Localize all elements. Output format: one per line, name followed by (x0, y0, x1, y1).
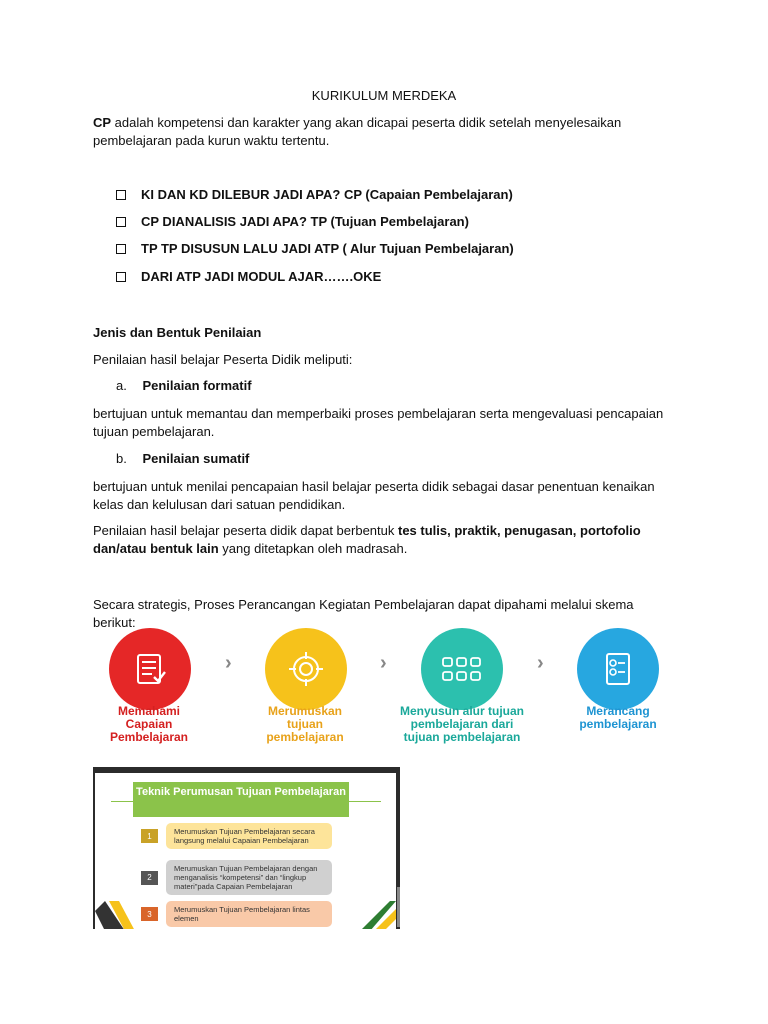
step-1-label: Memahami Capaian Pembelajaran (109, 704, 189, 744)
step-3-circle (421, 628, 503, 710)
checkbox-bullet-icon (116, 217, 126, 227)
slide-row-3 (141, 901, 332, 927)
step-2-circle (265, 628, 347, 710)
checkbox-bullet-icon (116, 272, 126, 282)
row-text: Merumuskan Tujuan Pembelajaran lintas elemen (166, 901, 332, 927)
bullet-item-1 (116, 187, 513, 202)
step-2-label: Merumuskan tujuan pembelajaran (266, 704, 344, 744)
slide-title-text: Teknik Perumusan Tujuan Pembelajaran (136, 786, 346, 798)
bullet-item-4 (116, 269, 381, 284)
section-heading: Jenis dan Bentuk Penilaian (93, 325, 262, 340)
step-4-label: Merancang pembelajaran (579, 704, 657, 731)
checkbox-bullet-icon (116, 244, 126, 254)
corner-stripes-decoration (95, 901, 135, 929)
cp-definition-text: adalah kompetensi dan karakter yang akan dicapai peserta didik setelah menyelesaikan pembelajaran pada kurun waktu tertentu. (93, 115, 622, 148)
item-b-description: bertujuan untuk menilai pencapaian hasil belajar peserta didik sebagai dasar penentuan kenaikan kelas dan kelulusan dari satuan pendidikan. (93, 479, 655, 512)
list-marker: b. (116, 451, 127, 466)
step-1-circle (109, 628, 191, 710)
list-item-b (116, 451, 249, 466)
bullet-item-3 (116, 241, 514, 256)
forms-bold-text: tes tulis, praktik, penugasan, portofolio dan/atau bentuk lain (93, 523, 641, 556)
flow-blocks-icon (440, 654, 484, 684)
checklist-document-icon (130, 649, 170, 689)
item-a-description: bertujuan untuk memantau dan memperbaiki proses pembelajaran serta mengevaluasi pencapaian tujuan pembelajaran. (93, 406, 664, 439)
slide-edge (397, 887, 400, 927)
corner-stripes-decoration (350, 893, 396, 929)
chevron-right-icon: › (380, 652, 387, 674)
row-text: Merumuskan Tujuan Pembelajaran secara langsung melalui Capaian Pembelajaran (166, 823, 332, 849)
checkbox-bullet-icon (116, 190, 126, 200)
slide-row-1 (141, 823, 332, 849)
step-3-label: Menyusun alur tujuan pembelajaran dari tujuan pembelajaran (399, 704, 524, 744)
target-icon (286, 649, 326, 689)
list-item-a (116, 378, 252, 393)
forms-post-text: yang ditetapkan oleh madrasah. (218, 541, 408, 556)
intro-text: Penilaian hasil belajar Peserta Didik meliputi: (93, 352, 353, 367)
list-marker: a. (116, 378, 127, 393)
bullet-text: KI DAN KD DILEBUR JADI APA? CP (Capaian Pembelajaran) (141, 187, 513, 202)
chevron-right-icon: › (537, 652, 544, 674)
slide-canvas (95, 773, 396, 929)
item-b-label: Penilaian sumatif (142, 451, 250, 466)
chevron-right-icon: › (225, 652, 232, 674)
row-number-badge: 3 (141, 907, 158, 921)
slide-image (93, 767, 400, 929)
bullet-text: CP DIANALISIS JADI APA? TP (Tujuan Pembelajaran) (141, 214, 469, 229)
forms-pre-text: Penilaian hasil belajar peserta didik dapat berbentuk (93, 523, 398, 538)
slide-row-2 (141, 860, 332, 895)
slide-title (133, 782, 349, 817)
cp-term: CP (93, 115, 112, 130)
quiz-document-icon (598, 649, 638, 689)
item-a-label: Penilaian formatif (142, 378, 252, 393)
bullet-text: TP TP DISUSUN LALU JADI ATP ( Alur Tujuan Pembelajaran) (141, 241, 514, 256)
cp-definition (93, 114, 673, 150)
row-text: Merumuskan Tujuan Pembelajaran dengan menganalisis “kompetensi” dan “lingkup materi”pada Capaian Pembelajaran (166, 860, 332, 895)
bullet-text: DARI ATP JADI MODUL AJAR…….OKE (141, 269, 382, 284)
strategy-text: Secara strategis, Proses Perancangan Kegiatan Pembelajaran dapat dipahami melalui skema berikut: (93, 597, 634, 630)
bullet-item-2 (116, 214, 469, 229)
document-title: KURIKULUM MERDEKA (311, 88, 457, 103)
assessment-forms (93, 522, 673, 558)
step-4-circle (577, 628, 659, 710)
row-number-badge: 1 (141, 829, 158, 843)
row-number-badge: 2 (141, 871, 158, 885)
